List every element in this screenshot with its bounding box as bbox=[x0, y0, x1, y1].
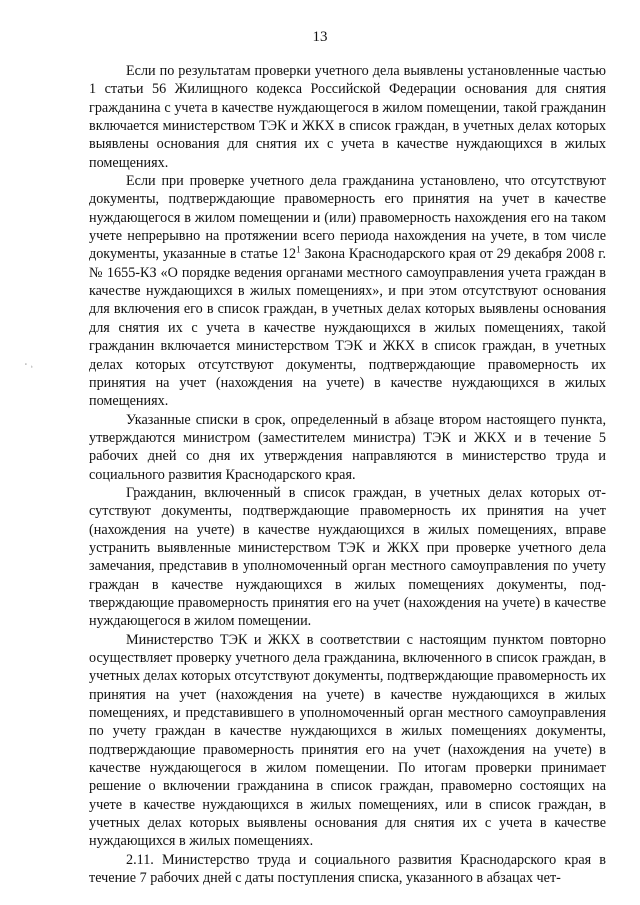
paragraph-2-text-end: Закона Краснодарского края от 29 декабря 2008 г. № 1655-КЗ «О порядке ведения органами местного самоуправления учета граждан в качестве нуждающихся в жилых помещениях», и при этом отсутствуют основания для включения его в список граждан, в учетных делах которых выявлены основания для снятия их с учета в качестве нуждающихся в жилых помещениях, такой гражданин включается министерством ТЭК и ЖКХ в список граждан, в учетных делах которых отсутствуют документы, подтверждающие правомерность их принятия на учет (нахождения на учете) в качестве нуждающихся в жилых помещениях. bbox=[89, 246, 607, 410]
paragraph-5: Министерство ТЭК и ЖКХ в соответствии с настоящим пунктом повторно осуществляет проверку учетного дела гражданина, включенного в список граждан, в учетных делах которых отсутствуют документы, подтверждающие правомерность их принятия на учет (нахождения на учете) в качестве нуждающихся в жилых помещениях, и представившего в уполномоченный орган местного самоуправления по учету граждан в качестве нуждающихся в жилых помещениях документы, подтверждающие правомерность принятия его на учет (нахождения на учете) в качестве нуждающегося в жилом помещении. По итогам проверки принимает решение о включении гражданина в список граждан, правомерно состоящих на учете в качестве нуждающихся в жилых помещениях, или в список граждан, в учетных делах которых выявлены основания для снятия их с учета в качестве нуждающихся в жилых помещениях. bbox=[89, 631, 606, 850]
paragraph-2-text-start: Если при проверке учетного дела гражданина установлено, что отсутствуют документы, подтверждающие правомерность его принятия на учет в качестве нуждающегося в жилом помещении и (или) правомерность нахождения его на таком учете непрерывно на протяжении всего периода нахождения на учете, в том числе документы, указанные в статье 12 bbox=[89, 173, 606, 263]
paragraph-4: Гражданин, включенный в список граждан, в учетных делах которых отсутствуют документы, подтверждающие правомерность их принятия на учет (нахождения на учете) в качестве нуждающихся в жилых помещениях, вправе устранить выявленные министерством ТЭК и ЖКХ при проверке учетного дела замечания, представив в уполномоченный орган местного самоуправления по учету граждан в качестве нуждающихся в жилых помещениях документы, подтверждающие правомерность принятия его на учет (нахождения на учете) в качестве нуждающегося в жилом помещении. bbox=[89, 484, 606, 630]
article-superscript: 1 bbox=[296, 244, 301, 255]
paragraph-3: Указанные списки в срок, определенный в абзаце втором настоящего пункта, утверждаются министром (заместителем министра) ТЭК и ЖКХ и в течение 5 рабочих дней со дня их утверждения направляются в министерство труда и социального развития Краснодарского края. bbox=[89, 411, 606, 483]
page-number: 13 bbox=[312, 29, 328, 45]
paragraph-1: Если по результатам проверки учетного дела выявлены установленные частью 1 статьи 56 Жилищного кодекса Российской Федерации основания для снятия гражданина с учета в качестве нуждающегося в жилом помещении, такой гражданин включается министерством ТЭК и ЖКХ в список граждан, в учетных делах которых выявлены основания для снятия их с учета в качестве нуждающихся в жилых помещениях. bbox=[89, 63, 606, 171]
scan-artifact: ·͵ bbox=[21, 356, 35, 371]
paragraph-2 bbox=[89, 172, 606, 410]
document-body bbox=[89, 62, 606, 887]
paragraph-6: 2.11. Министерство труда и социального развития Краснодарского края в течение 7 рабочих дней с даты поступления списка, указанного в абзацах чет- bbox=[89, 851, 606, 887]
